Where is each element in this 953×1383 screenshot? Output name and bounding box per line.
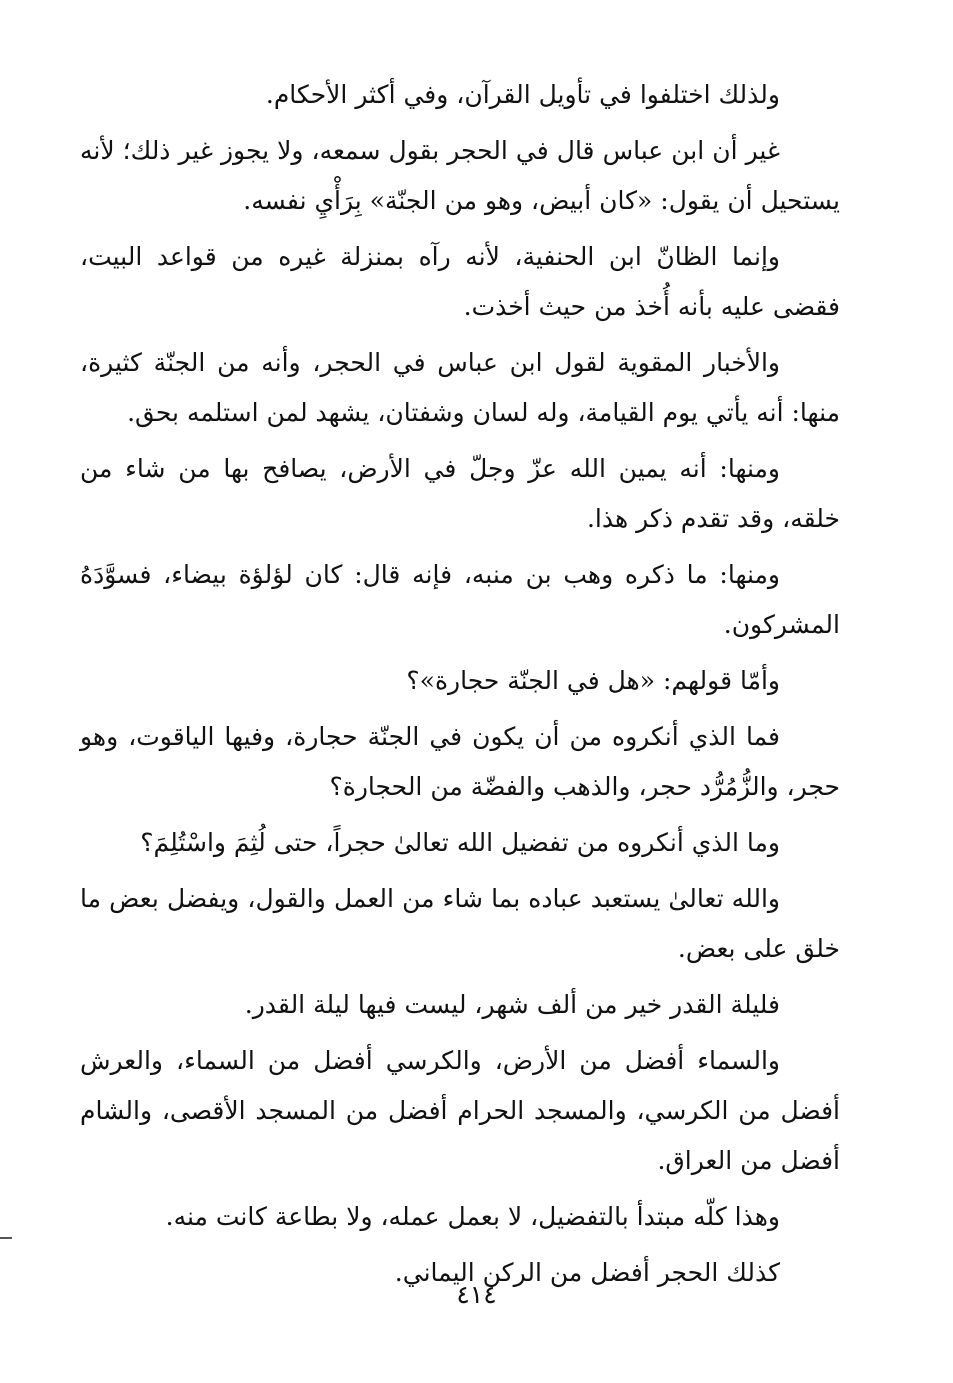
paragraph: وما الذي أنكروه من تفضيل الله تعالىٰ حجراً، حتى لُثِمَ واسْتُلِمَ؟ [140,828,780,857]
page-text [80,70,840,1304]
paragraph: فليلة القدر خير من ألف شهر، ليست فيها ليلة القدر. [244,990,780,1019]
scan-edge-mark [0,1237,12,1239]
paragraph: وهذا كلّه مبتدأ بالتفضيل، لا بعمل عمله، ولا بطاعة كانت منه. [165,1202,780,1231]
paragraph: وإنما الظانّ ابن الحنفية، لأنه رآه بمنزلة غيره من قواعد البيت، فقضى عليه بأنه أُخذ من حيث أخذت. [80,242,840,321]
paragraph: كذلك الحجر أفضل من الركن اليماني. [394,1258,780,1287]
paragraph: ومنها: أنه يمين الله عزّ وجلّ في الأرض، يصافح بها من شاء من خلقه، وقد تقدم ذكر هذا. [80,454,840,533]
paragraph: والله تعالىٰ يستعبد عباده بما شاء من العمل والقول، ويفضل بعض ما خلق على بعض. [80,884,840,963]
paragraph: وأمّا قولهم: «هل في الجنّة حجارة»؟ [406,666,780,695]
paragraph: والسماء أفضل من الأرض، والكرسي أفضل من السماء، والعرش أفضل من الكرسي، والمسجد الحرام أفضل من المسجد الأقصى، والشام أفضل من العراق. [80,1046,840,1175]
paragraph: غير أن ابن عباس قال في الحجر بقول سمعه، ولا يجوز غير ذلك؛ لأنه يستحيل أن يقول: «كان أبيض، وهو من الجنّة» بِرَأْيِ نفسه. [80,136,840,215]
paragraph: ولذلك اختلفوا في تأويل القرآن، وفي أكثر الأحكام. [265,80,780,109]
page-number: ٤١٤ [456,1280,497,1309]
paragraph: والأخبار المقوية لقول ابن عباس في الحجر، وأنه من الجنّة كثيرة، منها: أنه يأتي يوم القيامة، وله لسان وشفتان، يشهد لمن استلمه بحق. [80,348,840,427]
paragraph: فما الذي أنكروه من أن يكون في الجنّة حجارة، وفيها الياقوت، وهو حجر، والزُّمُرُّد حجر، والذهب والفضّة من الحجارة؟ [80,722,840,801]
paragraph: ومنها: ما ذكره وهب بن منبه، فإنه قال: كان لؤلؤة بيضاء، فسوَّدَهُ المشركون. [80,560,840,639]
